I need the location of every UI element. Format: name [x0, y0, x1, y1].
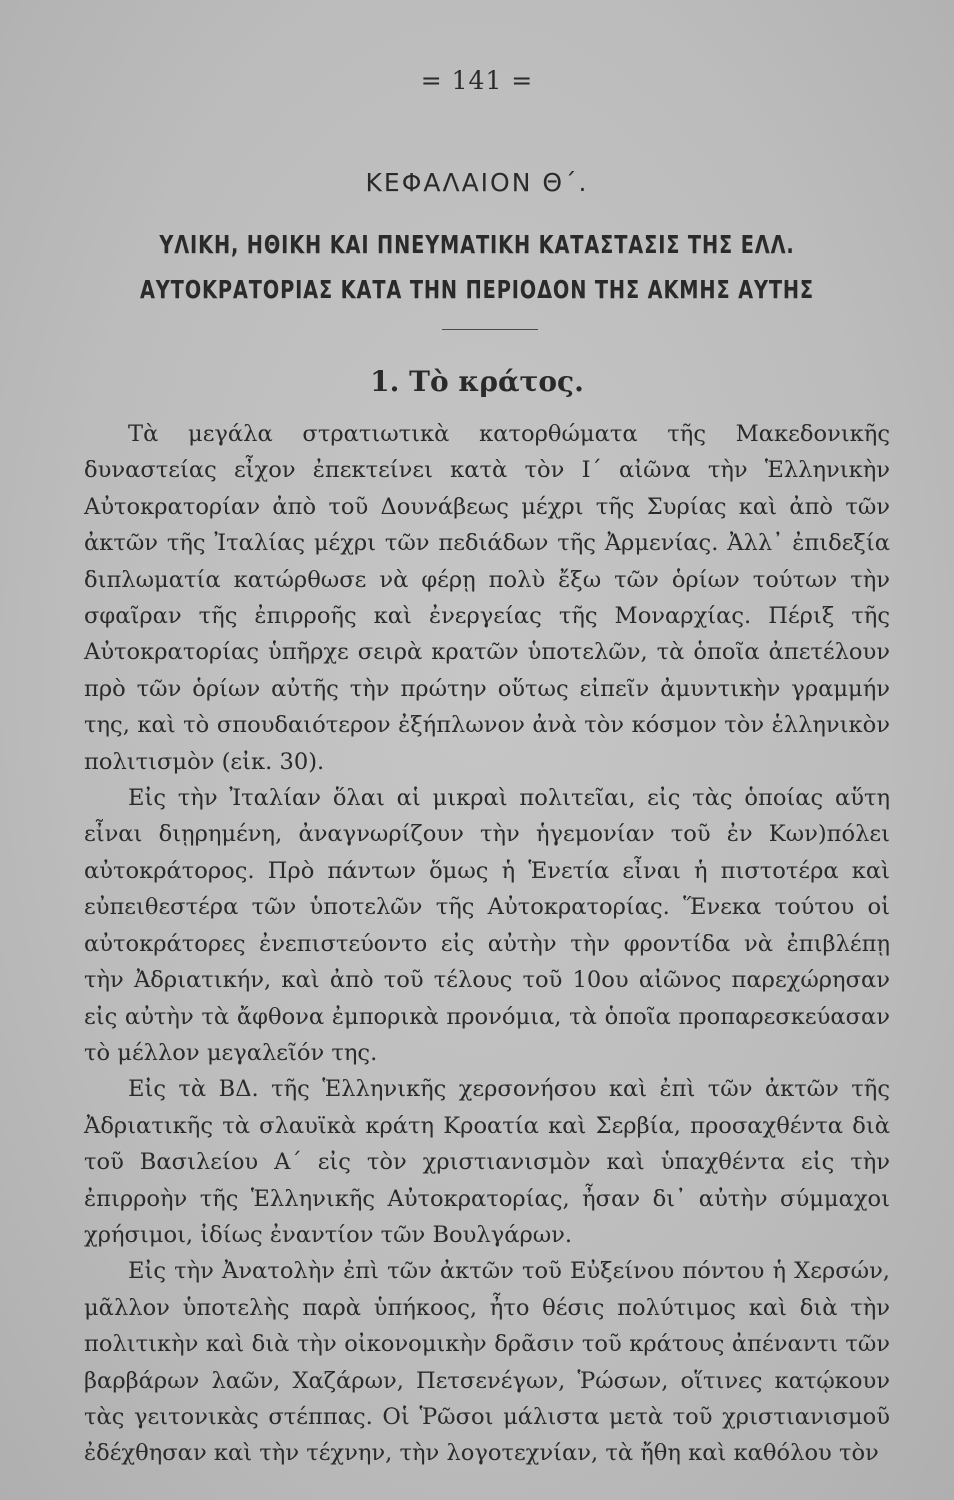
- paragraph: Εἰς τὴν Ἰταλίαν ὅλαι αἱ μικραὶ πολιτεῖαι, εἰς τὰς ὁποίας αὕτη εἶναι διῃρημένη, ἀναγνωρίζουν τὴν ἡγεμονίαν τοῦ ἐν Κων)πόλει αὐτοκράτορος. Πρὸ πάντων ὅμως ἡ Ἑνετία εἶναι ἡ πιστοτέρα καὶ εὐπειθεστέρα τῶν ὑποτελῶν τῆς Αὐτοκρατορίας. Ἕνεκα τούτου οἱ αὐτοκράτορες ἐνεπιστεύοντο εἰς αὐτὴν τὴν φροντίδα νὰ ἐπιβλέπῃ τὴν Ἀδριατικήν, καὶ ἀπὸ τοῦ τέλους τοῦ 10ου αἰῶνος παρεχώρησαν εἰς αὐτὴν τὰ ἄφθονα ἐμπορικὰ προνόμια, τὰ ὁποῖα προπαρεσκεύασαν τὸ μέλλον μεγαλεῖόν της.: [84, 785, 890, 1066]
- chapter-label: ΚΕΦΑΛΑΙΟΝ Θ΄.: [365, 168, 589, 197]
- paragraph: Τὰ μεγάλα στρατιωτικὰ κατορθώματα τῆς Μακεδονικῆς δυναστείας εἶχον ἐπεκτείνει κατὰ τὸν Ι΄ αἰῶνα τὴν Ἑλληνικὴν Αὐτοκρατορίαν ἀπὸ τοῦ Δουνάβεως μέχρι τῆς Συρίας καὶ ἀπὸ τῶν ἀκτῶν τῆς Ἰταλίας μέχρι τῶν πεδιάδων τῆς Ἀρμενίας. Ἀλλ᾿ ἐπιδεξία διπλωματία κατώρθωσε νὰ φέρῃ πολὺ ἔξω τῶν ὁρίων τούτων τὴν σφαῖραν τῆς ἐπιρροῆς καὶ ἐνεργείας τῆς Μοναρχίας. Πέριξ τῆς Αὐτοκρατορίας ὑπῆρχε σειρὰ κρατῶν ὑποτελῶν, τὰ ὁποῖα ἀπετέλουν πρὸ τῶν ὁρίων αὐτῆς τὴν πρώτην οὕτως εἰπεῖν ἀμυντικὴν γραμμήν της, καὶ τὸ σπουδαιότερον ἐξήπλωνον ἀνὰ τὸν κόσμον τὸν ἑλληνικὸν πολιτισμὸν (εἰκ. 30).: [84, 421, 890, 775]
- paragraph: Εἰς τὴν Ἀνατολὴν ἐπὶ τῶν ἀκτῶν τοῦ Εὐξείνου πόντου ἡ Χερσών, μᾶλλον ὑποτελὴς παρὰ ὑπήκοος, ἦτο θέσις πολύτιμος καὶ διὰ τὴν πολιτικὴν καὶ διὰ τὴν οἰκονομικὴν δρᾶσιν τοῦ κράτους ἀπέναντι τῶν βαρβάρων λαῶν, Χαζάρων, Πετσενέγων, Ῥώσων, οἵτινες κατῴκουν τὰς γειτονικὰς στέππας. Οἱ Ῥῶσοι μάλιστα μετὰ τοῦ χριστιανισμοῦ ἐδέχθησαν καὶ τὴν τέχνην, τὴν λογοτεχνίαν, τὰ ἤθη καὶ καθόλου τὸν: [84, 1258, 890, 1467]
- paragraph: Εἰς τὰ ΒΔ. τῆς Ἑλληνικῆς χερσονήσου καὶ ἐπὶ τῶν ἀκτῶν τῆς Ἀδριατικῆς τὰ σλαυϊκὰ κράτη Κροατία καὶ Σερβία, προσαχθέντα διὰ τοῦ Βασιλείου Α΄ εἰς τὸν χριστιανισμὸν καὶ ὑπαχθέντα εἰς τὴν ἐπιρροὴν τῆς Ἑλληνικῆς Αὐτοκρατορίας, ἦσαν δι᾿ αὐτὴν σύμμαχοι χρήσιμοι, ἰδίως ἐναντίον τῶν Βουλγάρων.: [84, 1076, 890, 1248]
- chapter-title-line-2: ΑΥΤΟΚΡΑΤΟΡΙΑΣ ΚΑΤΑ ΤΗΝ ΠΕΡΙΟΔΟΝ ΤΗΣ ΑΚΜΗΣ ΑΥΤΗΣ: [139, 275, 815, 304]
- title-divider: [442, 329, 538, 330]
- page-number: = 141 =: [420, 66, 534, 95]
- body-text: [84, 416, 890, 1472]
- chapter-title-line-1: ΥΛΙΚΗ, ΗΘΙΚΗ ΚΑΙ ΠΝΕΥΜΑΤΙΚΗ ΚΑΤΑΣΤΑΣΙΣ ΤΗΣ ΕΛΛ.: [159, 230, 795, 259]
- section-heading: 1. Τὸ κράτος.: [370, 365, 584, 398]
